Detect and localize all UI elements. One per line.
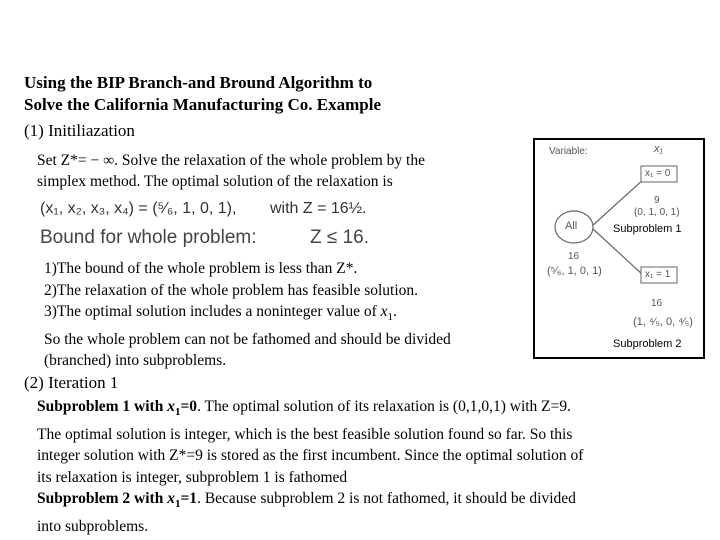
point-2: 2)The relaxation of the whole problem has feasible solution.	[44, 281, 419, 299]
formula-solution: (x₁, x₂, x₃, x₄) = (⁵⁄₆, 1, 0, 1),	[40, 200, 237, 217]
intro-line-1: Set Z*= − ∞. Solve the relaxation of the whole problem by the	[37, 152, 425, 169]
subproblem-1-sub: 1	[174, 406, 181, 419]
intro-text	[37, 150, 517, 192]
edge-to-subproblem-1	[592, 178, 645, 226]
subproblem-2-var: x	[167, 490, 175, 508]
subproblem-1-label: Subproblem 1 with	[37, 398, 168, 415]
branch-tree-diagram	[533, 138, 705, 359]
subproblem-2-sub: 1	[174, 498, 181, 511]
intro-line-2: simplex method. The optimal solution of the relaxation is	[37, 173, 393, 190]
subproblem-1-line-2: The optimal solution is integer, which is the best feasible solution found so far. So this	[37, 425, 573, 443]
section-iteration-1: (2) Iteration 1	[24, 373, 119, 392]
reasoning-list	[44, 258, 524, 372]
subproblem-2-value: =1	[180, 490, 198, 508]
section-initialization: (1) Initiliazation	[24, 121, 135, 140]
point-5: (branched) into subproblems.	[44, 352, 227, 370]
subproblem-2-line-2: into subproblems.	[37, 517, 149, 535]
bound-line	[40, 227, 370, 249]
subproblem-1-line-3: integer solution with Z*=9 is stored as the first incumbent. Since the optimal solution of	[37, 447, 584, 465]
branch-1-label: x₁ = 1	[645, 269, 671, 280]
title-line-1: Using the BIP Branch-and Bround Algorithm to	[24, 73, 373, 92]
slide-title	[24, 72, 381, 116]
subproblem-1-text-1: . The optimal solution of its relaxation is (0,1,0,1) with Z=9.	[197, 398, 572, 415]
variable-label: Variable:	[549, 146, 588, 157]
subproblem-1-caption: Subproblem 1	[613, 223, 682, 235]
point-4: So the whole problem can not be fathomed and should be divided	[44, 330, 451, 348]
relaxation-formula	[40, 200, 367, 218]
point-3-sub: 1	[387, 311, 394, 324]
root-solution: (⁵⁄₆, 1, 0, 1)	[547, 265, 602, 277]
point-3	[44, 301, 524, 329]
subproblem-1-line-4: its relaxation is integer, subproblem 1 is fathomed	[37, 468, 348, 486]
subproblem-1-var: x	[167, 398, 175, 415]
subproblem-1-value: =0	[180, 398, 198, 415]
bound-value: Z ≤ 16.	[310, 227, 370, 248]
point-3-text: 3)The optimal solution includes a noninteger value of	[44, 303, 381, 320]
variable-name: x₁	[654, 143, 663, 155]
point-3-end: .	[393, 303, 397, 320]
subproblem-2-label: Subproblem 2 with	[37, 490, 168, 508]
root-label: All	[565, 220, 578, 232]
root-bound: 16	[568, 251, 580, 262]
branch-0-bound: 9	[654, 195, 660, 206]
iteration-1-body	[37, 396, 697, 537]
branch-1-bound: 16	[651, 298, 663, 309]
subproblem-2-line-1	[37, 488, 697, 516]
branch-0-label: x₁ = 0	[645, 168, 671, 179]
point-3-var: x	[380, 303, 388, 320]
subproblem-1-line-1	[37, 396, 697, 424]
branch-1-solution: (1, ⁴⁄₅, 0, ⁴⁄₅)	[633, 316, 693, 328]
bound-label: Bound for whole problem:	[40, 227, 257, 248]
branch-0-solution: (0, 1, 0, 1)	[634, 207, 680, 218]
formula-z: with Z = 16½.	[270, 200, 367, 217]
title-line-2: Solve the California Manufacturing Co. Example	[24, 95, 381, 114]
subproblem-2-text-1: . Because subproblem 2 is not fathomed, it should be divided	[197, 490, 576, 508]
subproblem-2-caption: Subproblem 2	[613, 338, 682, 350]
point-1: 1)The bound of the whole problem is less than Z*.	[44, 260, 358, 277]
